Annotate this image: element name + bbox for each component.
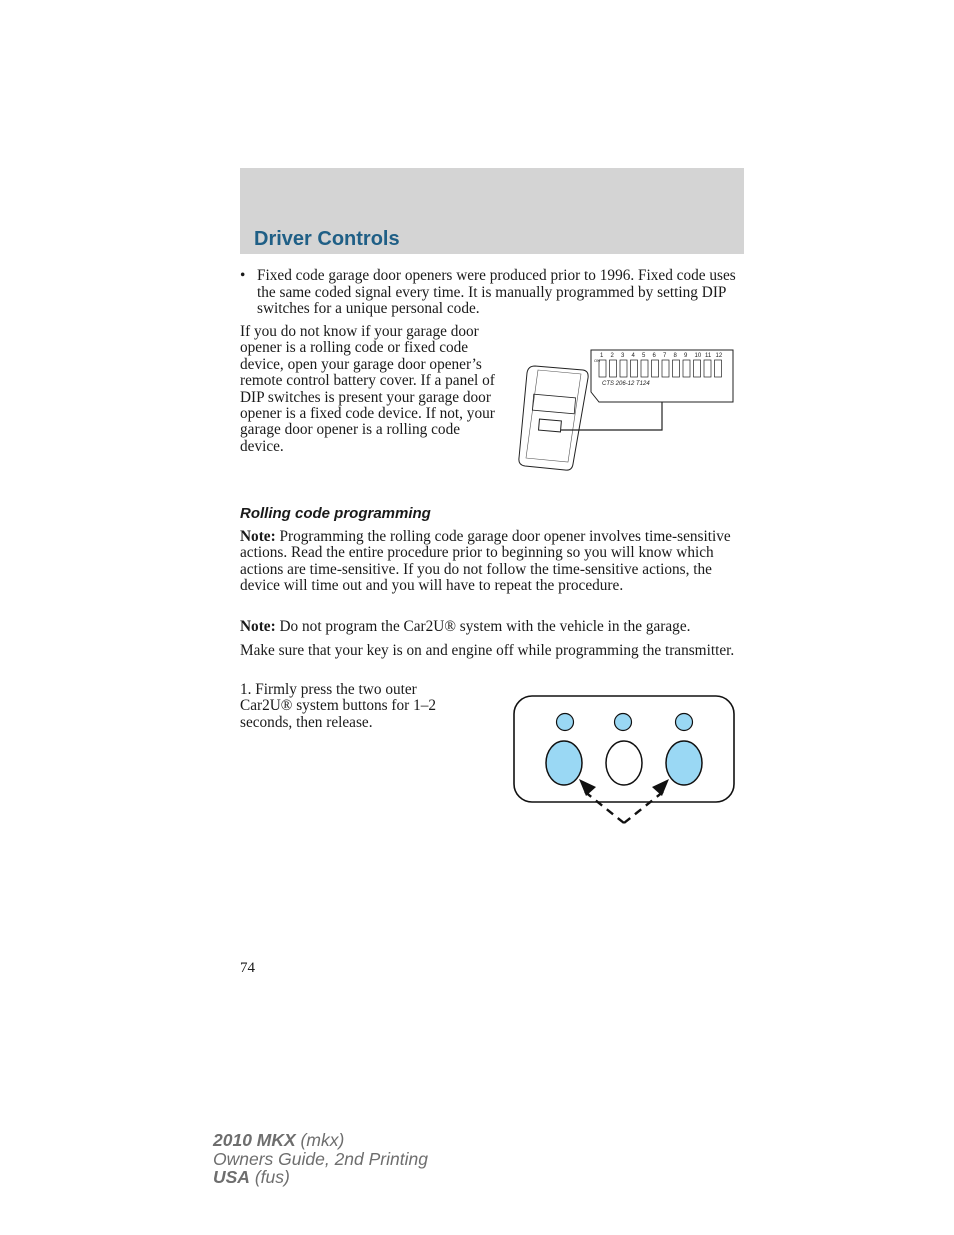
footer-model-code: (mkx) [295,1130,345,1150]
dip-number: 7 [663,353,667,359]
dip-switch [620,360,627,377]
right-button [666,741,702,785]
footer-line-1 [213,1131,428,1150]
page-number: 74 [240,960,255,976]
dip-switch [610,360,617,377]
intro-paragraph: If you do not know if your garage door opener is a rolling code or fixed code device, open your garage door opener’s remote control battery cover. If a panel of DIP switches is present your garage door opener is a fixed code device. If not, your garage door opener is a rolling code device. [240,323,495,455]
dip-switch [662,360,669,377]
dip-switch [694,360,701,377]
dip-switch-illustration [517,340,763,476]
dip-switch [715,360,722,377]
dip-number: 8 [673,353,677,359]
footer-model: 2010 MKX [213,1130,296,1150]
dip-number: 10 [694,353,702,359]
remote-outline [519,366,588,470]
dip-number: 9 [684,353,688,359]
note-text: Programming the rolling code garage door opener involves time-sensitive actions. Read the entire procedure prior to beginning so you will know which actions are time-sensitive. If you do not follow the time-sensitive actions, the device will time out and you will have to repeat the procedure. [240,528,731,595]
car2u-buttons-illustration [510,693,740,827]
bullet-text: Fixed code garage door openers were produced prior to 1996. Fixed code uses the same coded signal every time. It is manually programmed by setting DIP switches for a unique personal code. [257,267,736,317]
dip-switch [704,360,711,377]
dip-number: 4 [631,353,635,359]
center-button [606,741,642,785]
footer-line-3 [213,1168,428,1187]
dip-number: 1 [600,353,604,359]
dip-number: 11 [705,353,712,359]
indicator-light-left [557,714,574,731]
dip-number: 12 [715,353,723,359]
dip-switch [652,360,659,377]
note-time-sensitive [240,529,744,595]
footer-region: USA [213,1167,250,1187]
note-garage [240,619,744,635]
footer [213,1131,428,1187]
dip-number: 2 [610,353,614,359]
dip-number: 5 [642,353,646,359]
note-label: Note: [240,528,276,545]
footer-region-code: (fus) [249,1167,290,1187]
dip-switch [641,360,648,377]
dip-number: 6 [652,353,656,359]
indicator-light-right [676,714,693,731]
indicator-light-center [615,714,632,731]
page-title: Driver Controls [254,228,400,250]
bullet-marker: • [240,267,246,284]
dip-switch [683,360,690,377]
dip-switch [599,360,606,377]
step-1: 1. Firmly press the two outer Car2U® system buttons for 1–2 seconds, then release. [240,681,437,731]
header-band [240,168,744,254]
footer-line-2: Owners Guide, 2nd Printing [213,1148,428,1169]
note-label: Note: [240,618,276,635]
bullet-item [240,268,740,318]
dip-side-mark: ON [594,358,600,363]
dip-switch-block [591,350,733,402]
dip-switch [673,360,680,377]
key-paragraph: Make sure that your key is on and engine off while programming the transmitter. [240,642,735,659]
section-heading: Rolling code programming [240,505,431,522]
note-text: Do not program the Car2U® system with the vehicle in the garage. [275,618,691,635]
dip-switch [631,360,638,377]
left-button [546,741,582,785]
dip-code-text: CTS 206-12 T124 [602,381,650,387]
dip-number: 3 [621,353,625,359]
remote-dip-window [539,419,562,432]
